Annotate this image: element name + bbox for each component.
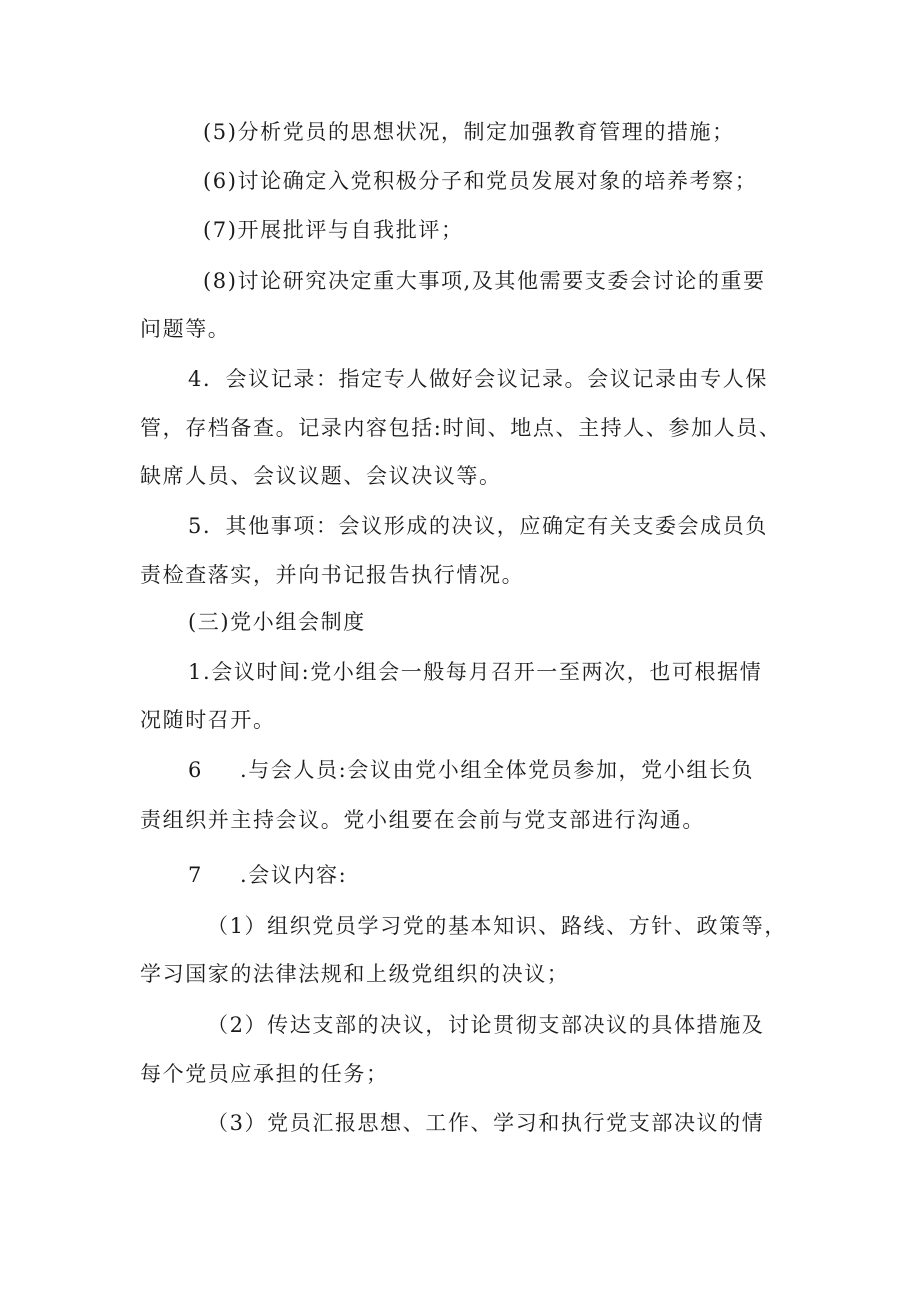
section-heading: (三)党小组会制度 [188,610,366,634]
paragraph-line: 5．其他事项：会议形成的决议，应确定有关支委会成员负 [188,514,768,538]
paragraph-line: (5)分析党员的思想状况，制定加强教育管理的措施； [203,120,735,144]
paragraph-line: 每个党员应承担的任务； [140,1062,389,1086]
paragraph-line: (7)开展批评与自我批评； [203,218,464,242]
paragraph-line: （2）传达支部的决议，讨论贯彻支部决议的具体措施及 [207,1013,765,1037]
paragraph-line: 问题等。 [140,317,231,341]
paragraph-line: (8)讨论研究决定重大事项,及其他需要支委会讨论的重要 [203,269,766,293]
paragraph-line: （1）组织党员学习党的基本知识、路线、方针、政策等， [207,914,787,938]
paragraph-line: 况随时召开。 [140,708,276,732]
paragraph-line: .与会人员:会议由党小组全体党员参加，党小组长负 [240,758,755,782]
paragraph-line: 缺席人员、会议议题、会议决议等。 [140,464,502,488]
paragraph-line: (6)讨论确定入党积极分子和党员发展对象的培养考察； [203,169,758,193]
paragraph-line: 4．会议记录：指定专人做好会议记录。会议记录由专人保 [188,367,768,391]
list-number: 7 [188,863,203,887]
paragraph-line: 责检查落实，并向书记报告执行情况。 [140,563,525,587]
paragraph-line: 1.会议时间:党小组会一般每月召开一至两次，也可根据情 [188,660,763,684]
paragraph-line: （3）党员汇报思想、工作、学习和执行党支部决议的情 [207,1111,765,1135]
paragraph-line: 学习国家的法律法规和上级党组织的决议； [140,962,570,986]
paragraph-line: 责组织并主持会议。党小组要在会前与党支部进行沟通。 [140,808,705,832]
paragraph-line: 管，存档备查。记录内容包括:时间、地点、主持人、参加人员、 [140,416,782,440]
list-number: 6 [188,758,203,782]
paragraph-line: .会议内容: [240,863,348,887]
